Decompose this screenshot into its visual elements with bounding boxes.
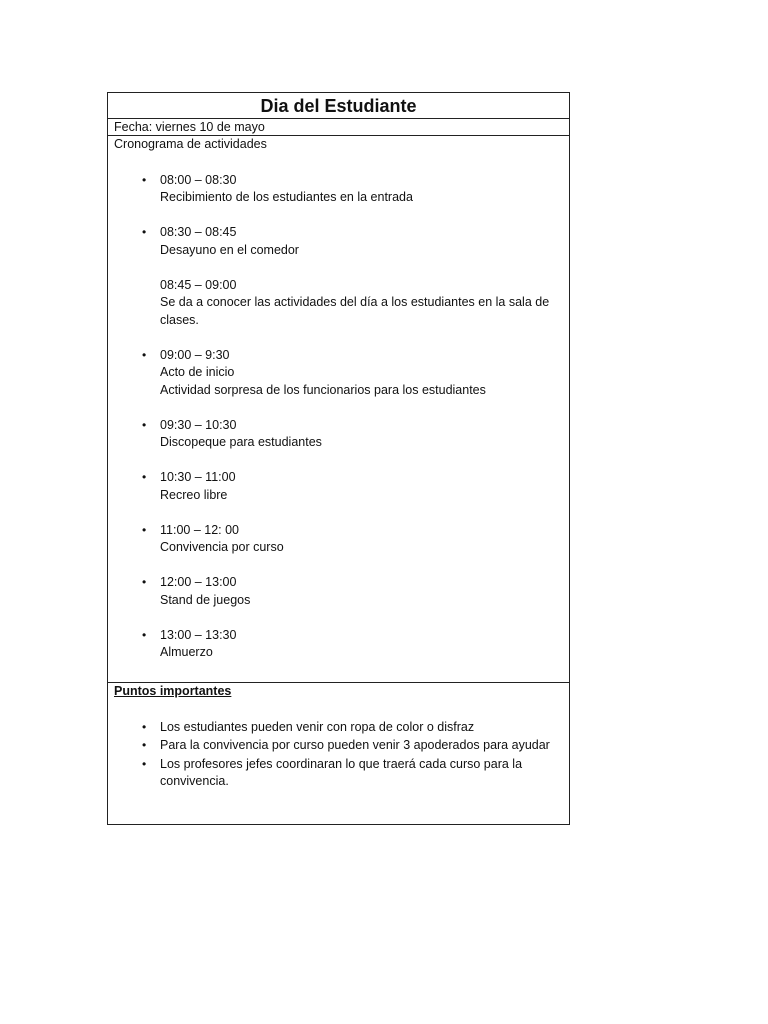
bullet-icon: • xyxy=(142,719,147,734)
schedule-activity: Discopeque para estudiantes xyxy=(160,435,322,449)
schedule-time: 09:00 – 9:30 xyxy=(160,347,230,362)
note-text: Los profesores jefes coordinaran lo que traerá cada curso para la convivencia. xyxy=(160,756,523,788)
bullet-icon: • xyxy=(142,417,147,432)
note-item xyxy=(114,737,569,755)
bullet-icon: • xyxy=(142,225,147,239)
schedule-activity: Almuerzo xyxy=(160,645,213,659)
schedule-list xyxy=(114,172,569,662)
schedule-time: 08:30 – 08:45 xyxy=(160,225,237,239)
schedule-activity: Stand de juegos xyxy=(160,592,251,607)
schedule-time: 09:30 – 10:30 xyxy=(160,417,237,432)
notes-heading: Puntos importantes xyxy=(114,684,232,698)
schedule-time: 08:45 – 09:00 xyxy=(160,277,237,292)
schedule-heading: Cronograma de actividades xyxy=(114,137,267,151)
note-text: Para la convivencia por curso pueden venir 3 apoderados para ayudar xyxy=(160,738,550,752)
note-text: Los estudiantes pueden venir con ropa de color o disfraz xyxy=(160,719,475,734)
schedule-activity: Convivencia por curso xyxy=(160,540,284,554)
schedule-section xyxy=(108,136,569,683)
schedule-activity: Actividad sorpresa de los funcionarios para los estudiantes xyxy=(160,382,486,397)
schedule-activity: Recreo libre xyxy=(160,487,228,502)
event-date: Fecha: viernes 10 de mayo xyxy=(114,120,265,134)
schedule-item xyxy=(114,417,569,452)
bullet-icon: • xyxy=(142,470,147,484)
bullet-icon: • xyxy=(142,738,147,752)
schedule-item xyxy=(114,574,569,609)
schedule-item xyxy=(114,224,569,259)
bullet-icon: • xyxy=(142,575,147,589)
note-item xyxy=(114,756,569,791)
notes-section xyxy=(108,683,569,824)
schedule-time: 11:00 – 12: 00 xyxy=(160,522,240,537)
bullet-icon: • xyxy=(142,172,147,187)
title-row xyxy=(108,93,569,119)
bullet-icon: • xyxy=(142,347,147,362)
note-item xyxy=(114,719,569,737)
bullet-icon: • xyxy=(142,522,147,537)
bullet-icon: • xyxy=(142,627,147,642)
schedule-item xyxy=(114,627,569,662)
schedule-item xyxy=(114,277,569,330)
schedule-activity: Acto de inicio xyxy=(160,365,235,379)
schedule-item xyxy=(114,522,569,557)
schedule-item xyxy=(114,347,569,400)
event-table xyxy=(107,92,570,825)
date-row xyxy=(108,119,569,136)
schedule-item xyxy=(114,469,569,504)
schedule-activity: Recibimiento de los estudiantes en la entrada xyxy=(160,190,413,204)
schedule-time: 13:00 – 13:30 xyxy=(160,627,237,642)
bullet-icon: • xyxy=(142,756,147,771)
schedule-time: 08:00 – 08:30 xyxy=(160,172,237,187)
schedule-activity: Se da a conocer las actividades del día a los estudiantes en la sala de clases. xyxy=(160,295,550,327)
schedule-activity: Desayuno en el comedor xyxy=(160,242,299,257)
schedule-time: 10:30 – 11:00 xyxy=(160,470,236,484)
document-title: Dia del Estudiante xyxy=(260,95,417,116)
schedule-item xyxy=(114,172,569,207)
notes-list xyxy=(114,719,569,791)
schedule-time: 12:00 – 13:00 xyxy=(160,575,237,589)
